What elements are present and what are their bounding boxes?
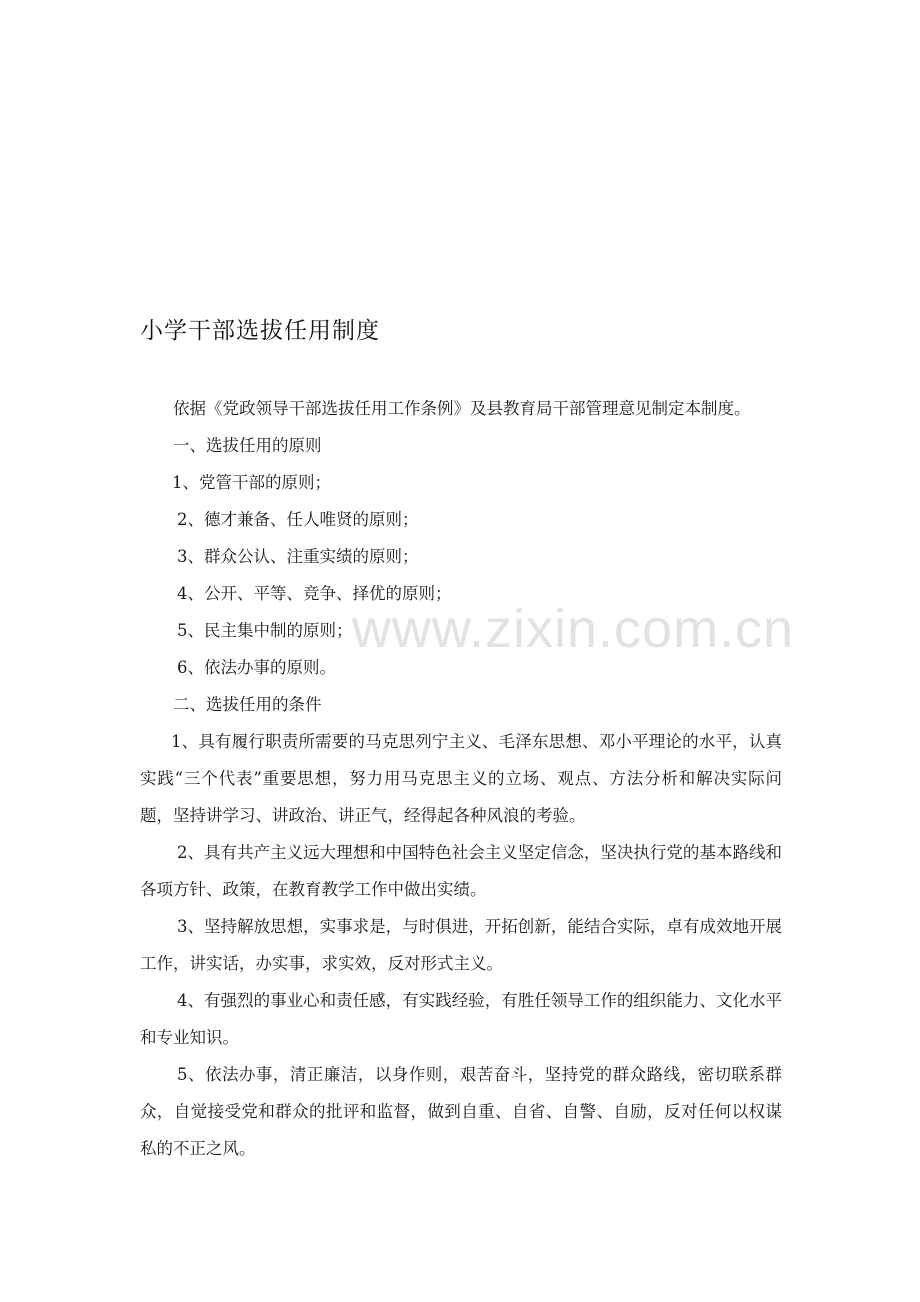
principle-item-1: 1、党管干部的原则； bbox=[172, 473, 331, 492]
condition-item-4: 4、有强烈的事业心和责任感，有实践经验，有胜任领导工作的组织能力、文化水平和专业知识。 bbox=[140, 991, 782, 1047]
watermark: www.zixin.com.cn bbox=[352, 599, 795, 659]
principle-item-3: 3、群众公认、注重实绩的原则； bbox=[177, 547, 419, 566]
condition-item-5: 5、依法办事，清正廉洁，以身作则，艰苦奋斗，坚持党的群众路线，密切联系群众，自觉接受党和群众的批评和监督，做到自重、自省、自警、自励，反对任何以权谋私的不正之风。 bbox=[140, 1065, 782, 1158]
section-heading-conditions: 二、选拔任用的条件 bbox=[173, 695, 322, 714]
section-heading-principles: 一、选拔任用的原则 bbox=[173, 436, 322, 455]
principle-item-5: 5、民主集中制的原则； bbox=[177, 621, 353, 640]
document-body bbox=[140, 390, 782, 1167]
principle-item-2: 2、德才兼备、任人唯贤的原则； bbox=[177, 510, 419, 529]
condition-item-2: 2、具有共产主义远大理想和中国特色社会主义坚定信念，坚决执行党的基本路线和各项方针、政策，在教育教学工作中做出实绩。 bbox=[140, 843, 782, 899]
condition-item-3: 3、坚持解放思想，实事求是，与时俱进，开拓创新，能结合实际，卓有成效地开展工作，讲实话，办实事，求实效，反对形式主义。 bbox=[140, 917, 782, 973]
document-title: 小学干部选拔任用制度 bbox=[140, 318, 380, 344]
principle-item-4: 4、公开、平等、竞争、择优的原则； bbox=[177, 584, 452, 603]
principle-item-6: 6、依法办事的原则。 bbox=[177, 658, 336, 677]
condition-item-1: 1、具有履行职责所需要的马克思列宁主义、毛泽东思想、邓小平理论的水平，认真实践“三个代表”重要思想，努力用马克思主义的立场、观点、方法分析和解决实际问题，坚持讲学习、讲政治、讲正气，经得起各种风浪的考验。 bbox=[140, 732, 782, 825]
intro-paragraph: 依据《党政领导干部选拔任用工作条例》及县教育局干部管理意见制定本制度。 bbox=[173, 399, 751, 418]
